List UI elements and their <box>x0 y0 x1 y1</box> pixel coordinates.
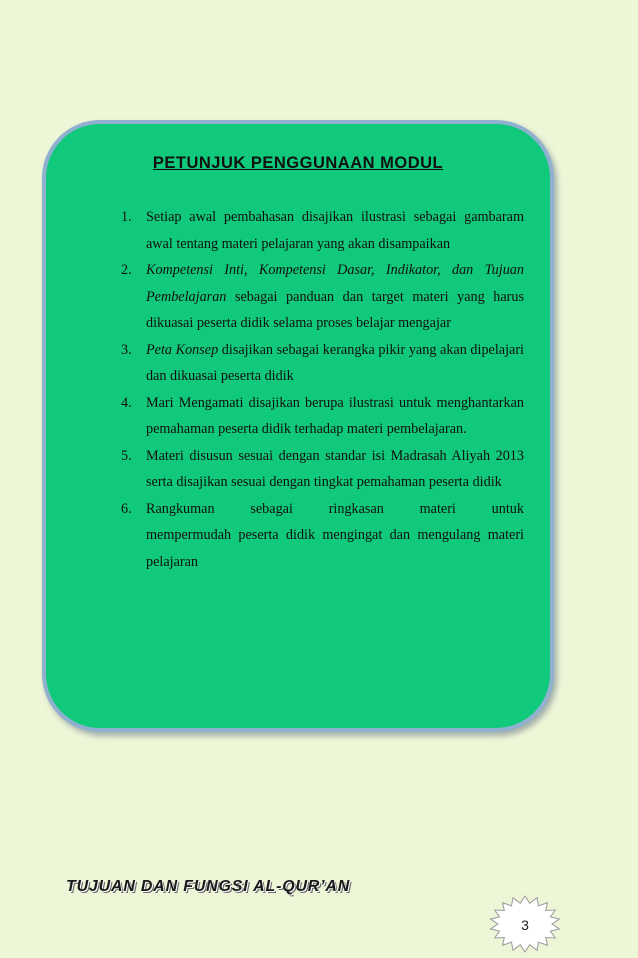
instruction-number: 5. <box>121 447 132 464</box>
instructions-panel <box>42 120 554 732</box>
instruction-emphasis: Kompetensi Inti, Kompetensi Dasar, Indikator, dan Tujuan Pembelajaran <box>146 262 524 305</box>
page-number-badge <box>487 893 563 955</box>
instruction-item <box>106 390 524 443</box>
instruction-number: 6. <box>121 500 132 517</box>
instruction-number: 4. <box>121 394 132 411</box>
instruction-item <box>106 204 524 257</box>
page-number: 3 <box>521 917 529 933</box>
instruction-item <box>106 257 524 337</box>
instruction-number: 3. <box>121 341 132 358</box>
instruction-number: 1. <box>121 209 132 225</box>
instruction-item <box>106 443 524 496</box>
instruction-number: 2. <box>121 262 132 278</box>
instruction-text: disajikan sebagai kerangka pikir yang akan dipelajari dan dikuasai peserta didik <box>146 341 525 384</box>
instruction-text-line: Rangkuman sebagai ringkasan materi untuk <box>146 500 524 517</box>
instruction-text: Mari Mengamati disajikan berupa ilustrasi untuk menghantarkan pemahaman peserta didik terhadap materi pembelajaran. <box>146 394 524 437</box>
instruction-list <box>106 204 524 575</box>
instruction-item <box>106 496 524 576</box>
instruction-emphasis: Peta Konsep <box>146 341 219 358</box>
instruction-text: Materi disusun sesuai dengan standar isi Madrasah Aliyah 2013 serta disajikan sesuai dengan tingkat pemahaman peserta didik <box>146 447 524 490</box>
panel-title: PETUNJUK PENGGUNAAN MODUL <box>152 154 444 172</box>
instruction-text: sebagai panduan dan target materi yang harus dikuasai peserta didik selama proses belajar mengajar <box>146 288 524 331</box>
instruction-text: Setiap awal pembahasan disajikan ilustrasi sebagai gambaram awal tentang materi pelajaran yang akan disampaikan <box>146 209 524 252</box>
module-title-footer: TUJUAN DAN FUNGSI AL-QUR’AN <box>66 878 351 895</box>
instruction-item <box>106 337 524 390</box>
instruction-text: mempermudah peserta didik mengingat dan mengulang materi pelajaran <box>146 527 524 570</box>
